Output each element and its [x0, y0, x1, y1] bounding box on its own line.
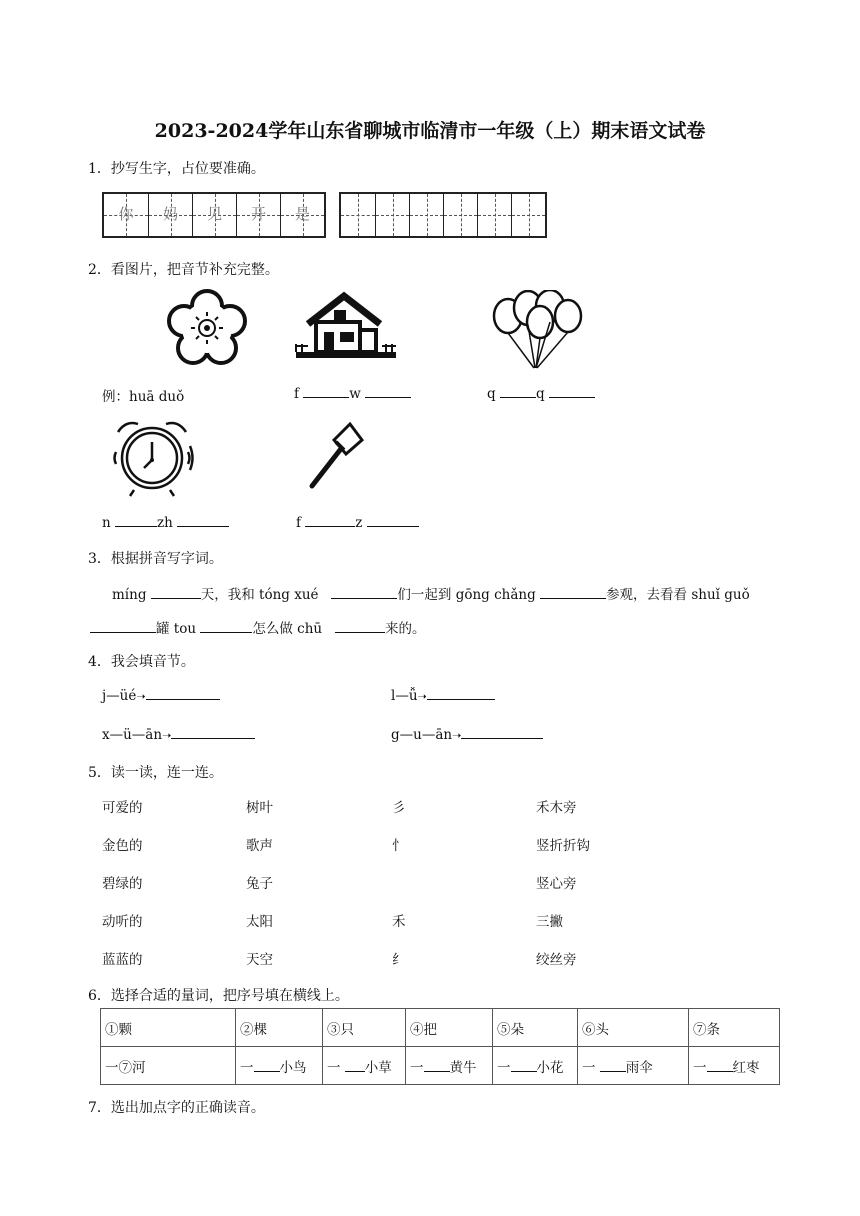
- match-col2-item[interactable]: 太阳: [246, 914, 273, 930]
- phrase-text: 小草: [364, 1059, 392, 1076]
- match-col4-item[interactable]: 竖心旁: [536, 876, 577, 892]
- phrase-text: 红枣: [732, 1059, 760, 1076]
- phrase-cell: [323, 1047, 406, 1085]
- question-5-prompt: 5．读一读，连一连。: [88, 765, 223, 781]
- spelling-parts: j—üé: [102, 688, 137, 704]
- flower-icon: [166, 288, 248, 368]
- match-col3-item[interactable]: 彡: [392, 800, 406, 816]
- axe-icon: [306, 420, 366, 490]
- answer-blank[interactable]: [254, 1059, 280, 1072]
- pinyin-initial: w: [349, 386, 361, 402]
- grid-char: 见: [206, 205, 222, 223]
- phrase-text: 黄牛: [449, 1059, 477, 1076]
- spelling-item: [102, 687, 220, 704]
- match-col3-item[interactable]: 禾: [392, 914, 406, 930]
- phrase-text: 一: [497, 1059, 511, 1076]
- phrase-text: 小花: [536, 1059, 564, 1076]
- measure-word-option: ①颗: [101, 1009, 236, 1047]
- grid-cell: [192, 194, 236, 236]
- spelling-item: [391, 687, 495, 704]
- grid-cell[interactable]: [375, 194, 409, 236]
- question-7-prompt: 7．选出加点字的正确读音。: [88, 1100, 265, 1116]
- spelling-parts: g—u—ān: [391, 727, 453, 743]
- pinyin-sentence-line-1: [112, 583, 750, 603]
- grid-cell: [148, 194, 192, 236]
- grid-char: 你: [118, 205, 134, 223]
- grid-char: 是: [294, 205, 310, 223]
- answer-blank[interactable]: [303, 385, 349, 398]
- pinyin-text: míng: [112, 587, 147, 603]
- question-6-prompt: 6．选择合适的量词，把序号填在横线上。: [88, 988, 349, 1004]
- phrase-text: 一⑦河: [105, 1059, 146, 1076]
- phrase-text: 一: [327, 1059, 345, 1076]
- match-col2-item[interactable]: 天空: [246, 952, 273, 968]
- match-col4-item[interactable]: 竖折折钩: [536, 838, 590, 854]
- table-header-row: [101, 1009, 780, 1047]
- phrase-text: 一: [240, 1059, 254, 1076]
- answer-blank[interactable]: [171, 726, 255, 739]
- measure-word-option: ⑦条: [689, 1009, 780, 1047]
- grid-cell: [280, 194, 324, 236]
- answer-blank[interactable]: [511, 1059, 537, 1072]
- clock-pinyin-line: [102, 514, 229, 531]
- match-col3-item[interactable]: 纟: [392, 952, 406, 968]
- arrow-icon: ➝: [136, 690, 146, 703]
- answer-blank[interactable]: [345, 1059, 365, 1072]
- phrase-text: 一: [410, 1059, 424, 1076]
- grid-cell[interactable]: [477, 194, 511, 236]
- answer-blank[interactable]: [331, 586, 397, 599]
- match-col4-item[interactable]: 绞丝旁: [536, 952, 577, 968]
- match-col3-item[interactable]: 忄: [392, 838, 406, 854]
- match-col1-item[interactable]: 碧绿的: [102, 876, 143, 892]
- pinyin-initial: n: [102, 515, 111, 531]
- phrase-cell: [689, 1047, 780, 1085]
- grid-cell[interactable]: [443, 194, 477, 236]
- measure-word-option: ④把: [406, 1009, 493, 1047]
- answer-blank[interactable]: [305, 514, 355, 527]
- measure-word-table: [100, 1008, 780, 1085]
- pinyin-text: 们一起到 gōng chǎng: [397, 587, 536, 603]
- answer-blank[interactable]: [90, 620, 156, 633]
- match-col2-item[interactable]: 树叶: [246, 800, 273, 816]
- page-title: 2023-2024学年山东省聊城市临清市一年级（上）期末语文试卷: [154, 120, 706, 142]
- spelling-item: [391, 726, 543, 743]
- question-2-prompt: 2．看图片，把音节补充完整。: [88, 262, 279, 278]
- answer-blank[interactable]: [335, 620, 385, 633]
- measure-word-option: ②棵: [236, 1009, 323, 1047]
- copy-grid-empty[interactable]: [339, 192, 547, 238]
- grid-cell: [236, 194, 280, 236]
- match-col1-item[interactable]: 动听的: [102, 914, 143, 930]
- phrase-text: 一: [582, 1059, 600, 1076]
- grid-char: 妈: [162, 205, 178, 223]
- measure-word-option: ⑥头: [578, 1009, 689, 1047]
- balloon-pinyin-line: [487, 385, 595, 402]
- pinyin-initial: zh: [157, 515, 173, 531]
- pinyin-initial: q: [487, 386, 496, 402]
- arrow-icon: ➝: [417, 690, 427, 703]
- answer-blank[interactable]: [424, 1059, 450, 1072]
- match-col1-item[interactable]: 蓝蓝的: [102, 952, 143, 968]
- phrase-text: 小鸟: [279, 1059, 307, 1076]
- pinyin-initial: f: [294, 386, 299, 402]
- phrase-cell: [578, 1047, 689, 1085]
- answer-blank[interactable]: [365, 385, 411, 398]
- axe-pinyin-line: [296, 514, 419, 531]
- answer-blank[interactable]: [115, 514, 157, 527]
- phrase-text: 雨伞: [625, 1059, 653, 1076]
- pinyin-text: 来的。: [384, 621, 426, 637]
- copy-grid-filled: [102, 192, 326, 238]
- match-col4-item[interactable]: 三撇: [536, 914, 563, 930]
- answer-blank[interactable]: [200, 620, 252, 633]
- grid-cell[interactable]: [511, 194, 545, 236]
- grid-char: 开: [250, 205, 266, 223]
- match-col2-item[interactable]: 兔子: [246, 876, 273, 892]
- phrase-cell: [236, 1047, 323, 1085]
- grid-cell: [104, 194, 148, 236]
- house-pinyin-line: [294, 385, 411, 402]
- answer-blank[interactable]: [461, 726, 543, 739]
- answer-blank[interactable]: [146, 687, 220, 700]
- question-1-prompt: 1．抄写生字，占位要准确。: [88, 161, 265, 177]
- pinyin-initial: q: [535, 386, 545, 402]
- measure-word-option: ③只: [323, 1009, 406, 1047]
- grid-cell[interactable]: [341, 194, 375, 236]
- answer-blank[interactable]: [707, 1059, 733, 1072]
- pinyin-text: 罐 tou: [156, 621, 197, 637]
- question-4-prompt: 4．我会填音节。: [88, 654, 195, 670]
- answer-blank[interactable]: [151, 586, 201, 599]
- balloons-icon: [490, 290, 586, 370]
- pinyin-text: 怎么做 chū: [252, 621, 323, 637]
- answer-blank[interactable]: [540, 586, 606, 599]
- example-pinyin: 例：huā duǒ: [102, 389, 185, 405]
- table-row: [101, 1047, 780, 1085]
- pinyin-text: 天，我和 tóng xué: [200, 587, 319, 603]
- match-col1-item[interactable]: 可爱的: [102, 800, 143, 816]
- answer-blank[interactable]: [549, 385, 595, 398]
- phrase-cell: [493, 1047, 578, 1085]
- spelling-parts: x—ü—ān: [102, 727, 163, 743]
- match-col2-item[interactable]: 歌声: [246, 838, 273, 854]
- arrow-icon: ➝: [162, 729, 172, 742]
- pinyin-sentence-line-2: [90, 617, 425, 637]
- answer-blank[interactable]: [427, 687, 495, 700]
- question-3-prompt: 3．根据拼音写字词。: [88, 551, 223, 567]
- answer-blank[interactable]: [600, 1059, 626, 1072]
- alarm-clock-icon: [110, 418, 194, 498]
- pinyin-text: 参观，去看看 shuǐ guǒ: [606, 587, 750, 603]
- house-icon: [294, 290, 398, 360]
- match-col4-item[interactable]: 禾木旁: [536, 800, 577, 816]
- answer-blank[interactable]: [367, 514, 419, 527]
- grid-cell[interactable]: [409, 194, 443, 236]
- arrow-icon: ➝: [452, 729, 462, 742]
- spelling-parts: l—ǚ: [391, 688, 418, 704]
- phrase-text: 一: [693, 1059, 707, 1076]
- answer-blank[interactable]: [500, 385, 536, 398]
- match-col1-item[interactable]: 金色的: [102, 838, 143, 854]
- phrase-cell: [101, 1047, 236, 1085]
- spelling-item: [102, 726, 255, 743]
- pinyin-initial: f: [296, 515, 301, 531]
- measure-word-option: ⑤朵: [493, 1009, 578, 1047]
- answer-blank[interactable]: [177, 514, 229, 527]
- phrase-cell: [406, 1047, 493, 1085]
- pinyin-initial: z: [355, 515, 363, 531]
